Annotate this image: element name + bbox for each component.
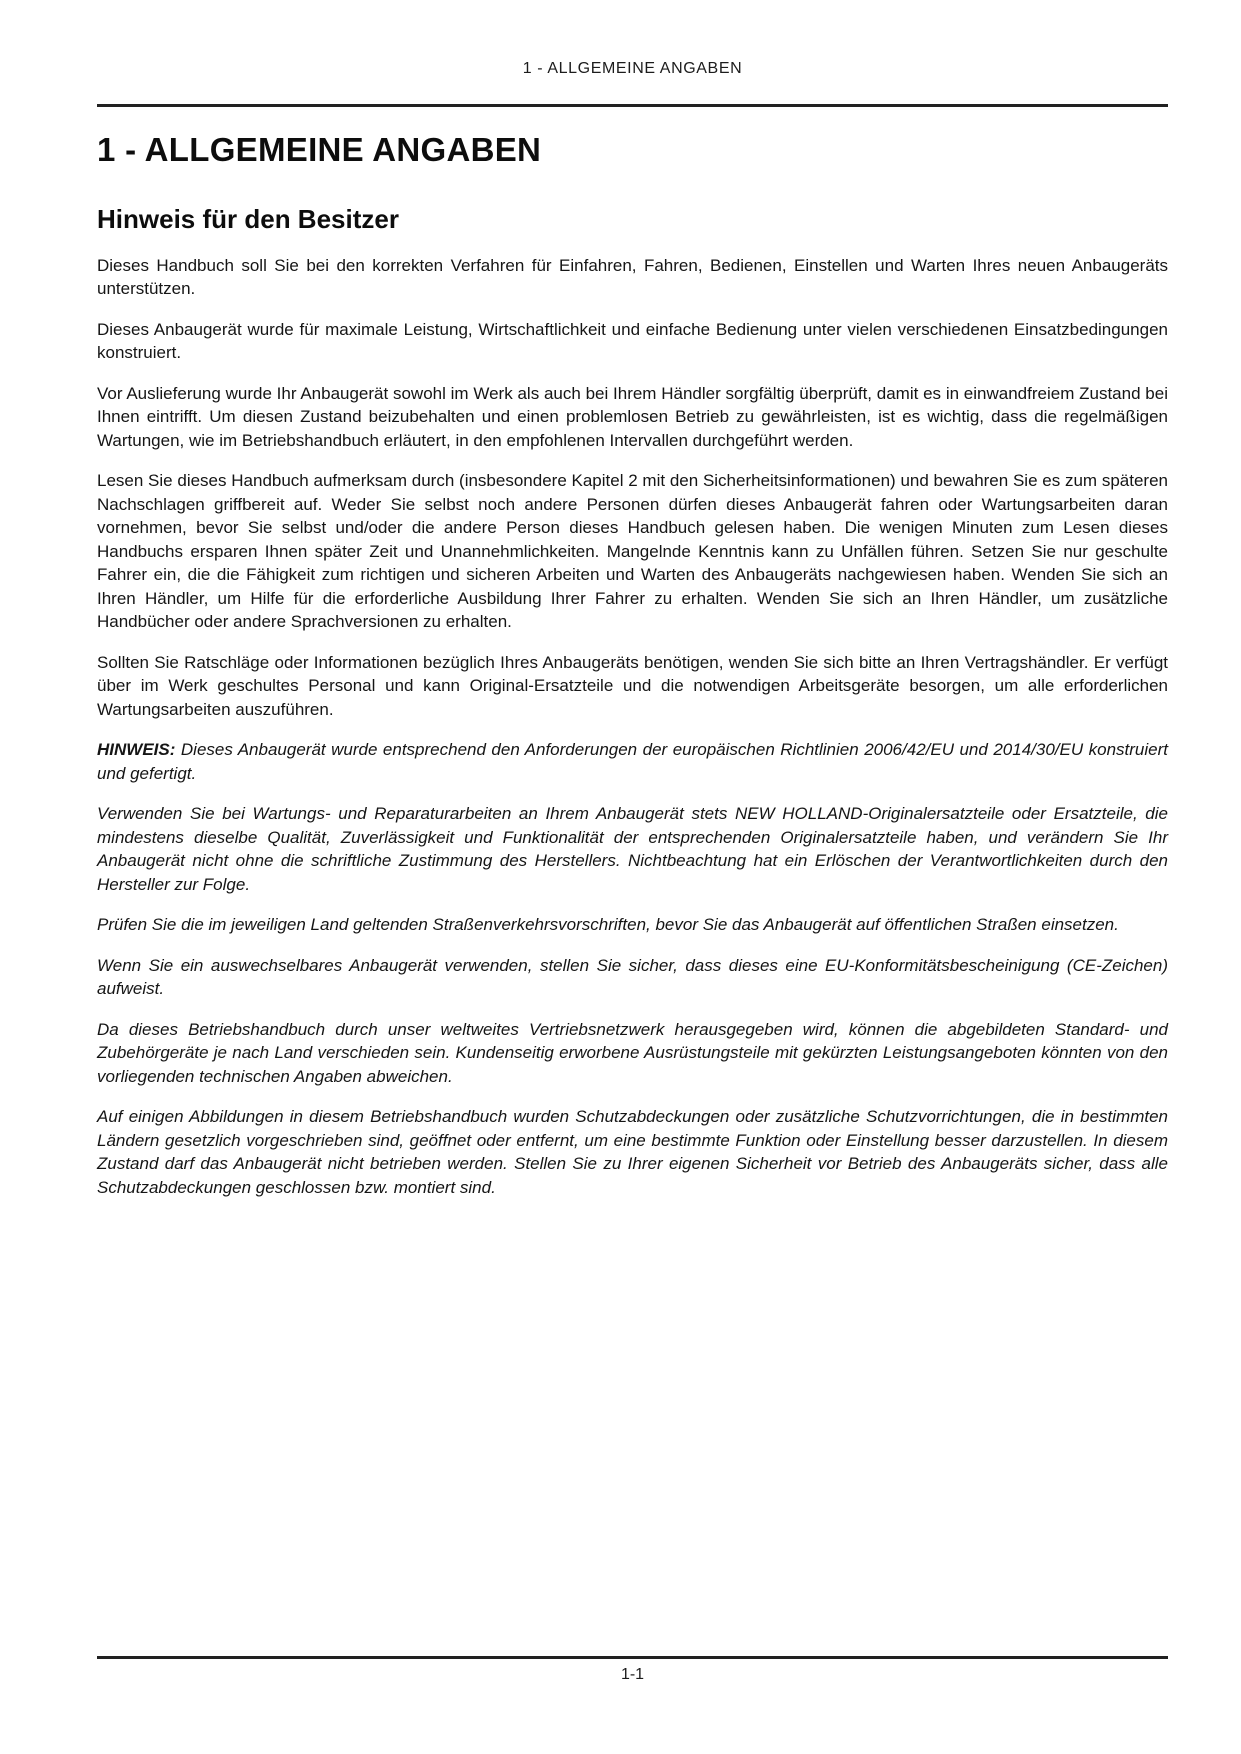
- body-paragraph: Vor Auslieferung wurde Ihr Anbaugerät sowohl im Werk als auch bei Ihrem Händler sorgfältig überprüft, damit es in einwandfreiem Zustand bei Ihnen eintrifft. Um diesen Zustand beizubehalten und einen problemlosen Betrieb zu gewährleisten, ist es wichtig, dass die regelmäßigen Wartungen, wie im Betriebshandbuch erläutert, in den empfohlenen Intervallen durchgeführt werden.: [97, 383, 1168, 450]
- body-paragraph: Dieses Handbuch soll Sie bei den korrekten Verfahren für Einfahren, Fahren, Bedienen, Einstellen und Warten Ihres neuen Anbaugeräts unterstützen.: [97, 255, 1168, 299]
- note-label: HINWEIS:: [97, 740, 176, 760]
- italic-paragraph: Prüfen Sie die im jeweiligen Land geltenden Straßenverkehrsvorschriften, bevor Sie das Anbaugerät auf öffentlichen Straßen einsetzen.: [97, 915, 1119, 935]
- body-paragraph: Sollten Sie Ratschläge oder Informationen bezüglich Ihres Anbaugeräts benötigen, wenden Sie sich bitte an Ihren Vertragshändler. Er verfügt über im Werk geschultes Personal und kann Original-Ersatzteile und die notwendigen Arbeitsgeräte besorgen, um alle erforderlichen Wartungsarbeiten auszuführen.: [97, 652, 1168, 719]
- italic-paragraph: Da dieses Betriebshandbuch durch unser weltweites Vertriebsnetzwerk herausgegeben wird, können die abgebildeten Standard- und Zubehörgeräte je nach Land verschieden sein. Kundenseitig erworbene Ausrüstungsteile mit gekürzten Leistungsangeboten könnten von den vorliegenden technischen Angaben abweichen.: [97, 1019, 1168, 1086]
- section-heading: Hinweis für den Besitzer: [97, 203, 399, 234]
- page-footer: [97, 1656, 1168, 1684]
- page-number: 1-1: [620, 1666, 645, 1683]
- italic-paragraph: Auf einigen Abbildungen in diesem Betriebshandbuch wurden Schutzabdeckungen oder zusätzliche Schutzvorrichtungen, die in bestimmten Ländern gesetzlich vorgeschrieben sind, geöffnet oder entfernt, um eine bestimmte Funktion oder Einstellung besser darzustellen. In diesem Zustand darf das Anbaugerät nicht betrieben werden. Stellen Sie zu Ihrer eigenen Sicherheit vor Betrieb des Anbaugeräts sicher, dass alle Schutzabdeckungen geschlossen bzw. montiert sind.: [97, 1107, 1168, 1197]
- note-paragraph: [97, 738, 1168, 785]
- body-paragraph: Lesen Sie dieses Handbuch aufmerksam durch (insbesondere Kapitel 2 mit den Sicherheitsinformationen) und bewahren Sie es zum späteren Nachschlagen griffbereit auf. Weder Sie selbst noch andere Personen dürfen dieses Anbaugerät fahren oder Wartungsarbeiten daran vornehmen, bevor Sie selbst und/oder die andere Person dieses Handbuch gelesen haben. Die wenigen Minuten zum Lesen dieses Handbuchs ersparen Ihnen später Zeit und Unannehmlichkeiten. Mangelnde Kenntnis kann zu Unfällen führen. Setzen Sie nur geschulte Fahrer ein, die die Fähigkeit zum richtigen und sicheren Arbeiten und Warten des Anbaugeräts nachgewiesen haben. Wenden Sie sich an Ihren Händler, um Hilfe für die erforderliche Ausbildung Ihrer Fahrer zu erhalten. Wenden Sie sich an Ihren Händler, um zusätzliche Handbücher oder andere Sprachversionen zu erhalten.: [97, 471, 1168, 632]
- footer-rule: [97, 1656, 1168, 1659]
- italic-paragraph: Wenn Sie ein auswechselbares Anbaugerät verwenden, stellen Sie sicher, dass dieses eine EU-Konformitätsbescheinigung (CE-Zeichen) aufweist.: [97, 955, 1168, 999]
- note-continuation: Verwenden Sie bei Wartungs- und Reparaturarbeiten an Ihrem Anbaugerät stets NEW HOLLAND-Originalersatzteile oder Ersatzteile, die mindestens dieselbe Qualität, Zuverlässigkeit und Funktionalität der entsprechenden Originalersatzteile haben, und verändern Sie Ihr Anbaugerät nicht ohne die schriftliche Zustimmung des Herstellers. Nichtbeachtung hat ein Erlöschen der Verantwortlichkeiten durch den Hersteller zur Folge.: [97, 804, 1168, 894]
- note-text: Dieses Anbaugerät wurde entsprechend den Anforderungen der europäischen Richtlinien 2006/42/EU und 2014/30/EU konstruiert und gefertigt.: [97, 740, 1168, 783]
- chapter-title: 1 - ALLGEMEINE ANGABEN: [97, 131, 542, 168]
- header-rule: [97, 104, 1168, 107]
- body-paragraph: Dieses Anbaugerät wurde für maximale Leistung, Wirtschaftlichkeit und einfache Bedienung unter vielen verschiedenen Einsatzbedingungen konstruiert.: [97, 319, 1168, 363]
- running-header: 1 - ALLGEMEINE ANGABEN: [522, 60, 743, 77]
